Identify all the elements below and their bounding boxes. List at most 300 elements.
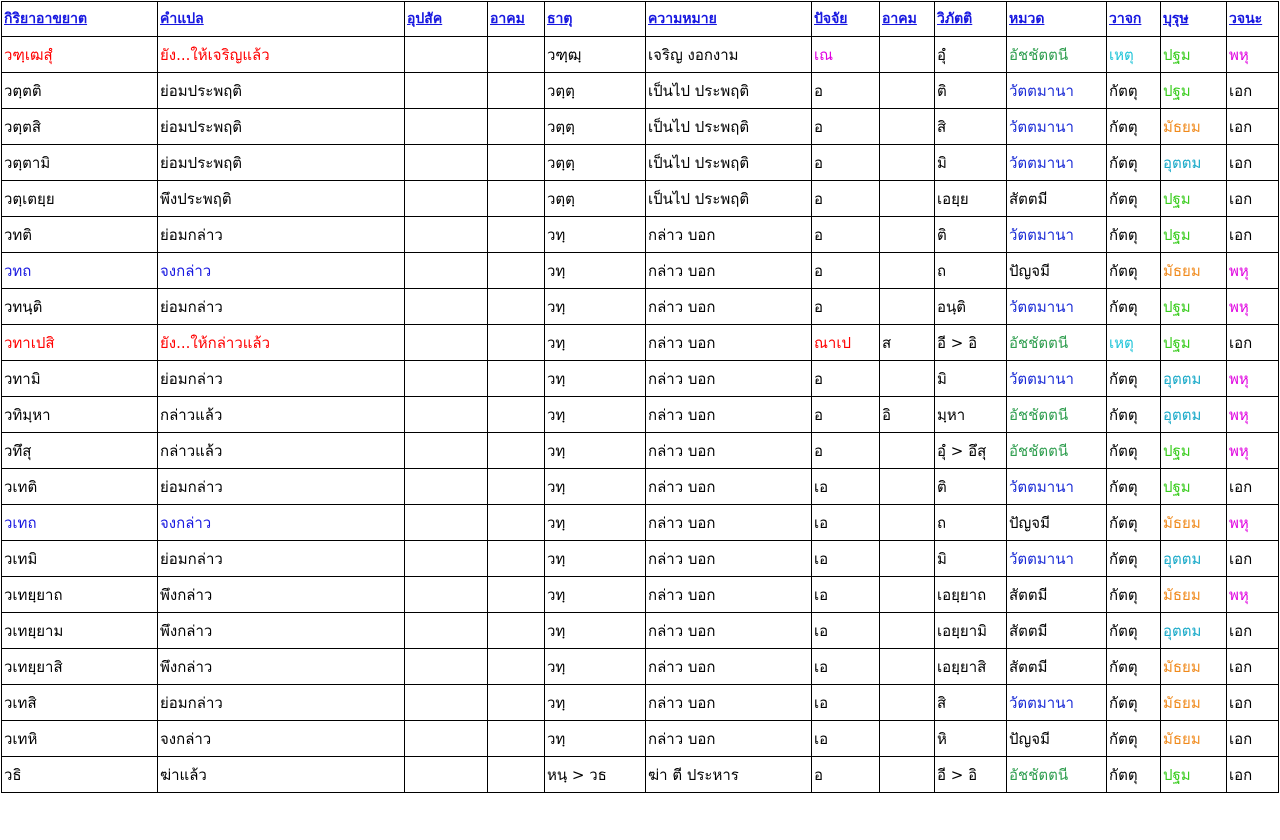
meaning-cell: กล่าว บอก — [646, 505, 812, 541]
ending-cell: มิ — [935, 361, 1007, 397]
table-row — [2, 289, 1279, 325]
meaning-cell: กล่าว บอก — [646, 217, 812, 253]
translation-cell: จงกล่าว — [158, 505, 405, 541]
translation-cell: ย่อมกล่าว — [158, 469, 405, 505]
tense-cell: วัตตมานา — [1007, 361, 1107, 397]
prefix-cell — [405, 145, 488, 181]
number-cell: เอก — [1227, 73, 1279, 109]
ending-cell: เอยฺย — [935, 181, 1007, 217]
augment-cell — [488, 181, 545, 217]
tense-cell: วัตตมานา — [1007, 289, 1107, 325]
person-cell: อุตตม — [1161, 361, 1227, 397]
prefix-cell — [405, 73, 488, 109]
number-cell: เอก — [1227, 145, 1279, 181]
translation-cell: กล่าวแล้ว — [158, 397, 405, 433]
meaning-cell: กล่าว บอก — [646, 541, 812, 577]
root-cell: วทฺ — [545, 577, 646, 613]
meaning-cell: กล่าว บอก — [646, 613, 812, 649]
tense-cell: วัตตมานา — [1007, 541, 1107, 577]
table-row — [2, 361, 1279, 397]
tense-cell: ปัญจมี — [1007, 721, 1107, 757]
voice-cell: เหตุ — [1107, 37, 1161, 73]
ending-cell: ถ — [935, 505, 1007, 541]
meaning-cell: กล่าว บอก — [646, 289, 812, 325]
number-cell: เอก — [1227, 541, 1279, 577]
voice-cell: กัตตุ — [1107, 109, 1161, 145]
translation-cell: พึงกล่าว — [158, 649, 405, 685]
prefix-cell — [405, 109, 488, 145]
ending-cell: อี > อิ — [935, 325, 1007, 361]
voice-cell: กัตตุ — [1107, 613, 1161, 649]
root-cell: วทฺ — [545, 361, 646, 397]
voice-cell: กัตตุ — [1107, 757, 1161, 793]
ending-cell: ติ — [935, 217, 1007, 253]
ending-cell: อุํ > อึสุ — [935, 433, 1007, 469]
augment-cell — [488, 397, 545, 433]
ending-cell: สิ — [935, 109, 1007, 145]
tense-cell: สัตตมี — [1007, 613, 1107, 649]
prefix-cell — [405, 181, 488, 217]
verb-cell: วฑฺเฒสุํ — [2, 37, 158, 73]
header-cell: วาจก — [1107, 2, 1161, 37]
translation-cell: ย่อมกล่าว — [158, 289, 405, 325]
table-row — [2, 685, 1279, 721]
prefix-cell — [405, 289, 488, 325]
number-cell: พหุ — [1227, 361, 1279, 397]
ending-cell: สิ — [935, 685, 1007, 721]
prefix-cell — [405, 469, 488, 505]
suffix-cell: เอ — [812, 505, 880, 541]
verb-cell: วทึสุ — [2, 433, 158, 469]
ending-cell: ถ — [935, 253, 1007, 289]
verb-cell: วเทหิ — [2, 721, 158, 757]
verb-cell: วเทยฺยาถ — [2, 577, 158, 613]
table-row — [2, 217, 1279, 253]
root-cell: วทฺ — [545, 289, 646, 325]
prefix-cell — [405, 721, 488, 757]
suffix-cell: อ — [812, 109, 880, 145]
header-row — [2, 2, 1279, 37]
root-cell: วตฺตฺ — [545, 109, 646, 145]
number-cell: พหุ — [1227, 289, 1279, 325]
voice-cell: กัตตุ — [1107, 505, 1161, 541]
suffix-cell: อ — [812, 253, 880, 289]
translation-cell: ย่อมกล่าว — [158, 361, 405, 397]
ending-cell: เอยฺยาสิ — [935, 649, 1007, 685]
translation-cell: ยัง...ให้เจริญแล้ว — [158, 37, 405, 73]
translation-cell: ย่อมประพฤติ — [158, 109, 405, 145]
voice-cell: กัตตุ — [1107, 541, 1161, 577]
meaning-cell: กล่าว บอก — [646, 433, 812, 469]
number-cell: เอก — [1227, 721, 1279, 757]
person-cell: มัธยม — [1161, 505, 1227, 541]
augment-cell — [488, 613, 545, 649]
number-cell: พหุ — [1227, 577, 1279, 613]
root-cell: วทฺ — [545, 433, 646, 469]
ending-cell: เอยฺยามิ — [935, 613, 1007, 649]
number-cell: พหุ — [1227, 37, 1279, 73]
root-cell: วทฺ — [545, 397, 646, 433]
translation-cell: ยัง...ให้กล่าวแล้ว — [158, 325, 405, 361]
augment-cell — [488, 253, 545, 289]
header-cell: หมวด — [1007, 2, 1107, 37]
person-cell: ปฐม — [1161, 217, 1227, 253]
translation-cell: จงกล่าว — [158, 253, 405, 289]
ending-cell: เอยฺยาถ — [935, 577, 1007, 613]
prefix-cell — [405, 505, 488, 541]
table-row — [2, 73, 1279, 109]
number-cell: เอก — [1227, 757, 1279, 793]
translation-cell: ย่อมกล่าว — [158, 217, 405, 253]
voice-cell: เหตุ — [1107, 325, 1161, 361]
augment2-cell — [880, 649, 935, 685]
root-cell: วตฺตฺ — [545, 73, 646, 109]
number-cell: เอก — [1227, 613, 1279, 649]
root-cell: วทฺ — [545, 325, 646, 361]
verb-cell: วเทถ — [2, 505, 158, 541]
person-cell: ปฐม — [1161, 433, 1227, 469]
tense-cell: สัตตมี — [1007, 649, 1107, 685]
person-cell: มัธยม — [1161, 721, 1227, 757]
table-row — [2, 541, 1279, 577]
augment-cell — [488, 649, 545, 685]
ending-cell: มฺหา — [935, 397, 1007, 433]
header-cell: วจนะ — [1227, 2, 1279, 37]
number-cell: เอก — [1227, 109, 1279, 145]
augment2-cell — [880, 469, 935, 505]
augment-cell — [488, 685, 545, 721]
prefix-cell — [405, 37, 488, 73]
header-cell: กิริยาอาขยาต — [2, 2, 158, 37]
meaning-cell: กล่าว บอก — [646, 721, 812, 757]
tense-cell: สัตตมี — [1007, 181, 1107, 217]
translation-cell: ย่อมประพฤติ — [158, 145, 405, 181]
augment2-cell — [880, 73, 935, 109]
augment2-cell: ส — [880, 325, 935, 361]
tense-cell: วัตตมานา — [1007, 217, 1107, 253]
root-cell: หนฺ > วธ — [545, 757, 646, 793]
voice-cell: กัตตุ — [1107, 361, 1161, 397]
verb-cell: วตฺตสิ — [2, 109, 158, 145]
ending-cell: ติ — [935, 73, 1007, 109]
person-cell: อุตตม — [1161, 397, 1227, 433]
verb-cell: วทถ — [2, 253, 158, 289]
header-cell: ปัจจัย — [812, 2, 880, 37]
table-row — [2, 505, 1279, 541]
suffix-cell: อ — [812, 397, 880, 433]
translation-cell: พึงกล่าว — [158, 577, 405, 613]
table-row — [2, 433, 1279, 469]
root-cell: วทฺ — [545, 253, 646, 289]
translation-cell: ย่อมกล่าว — [158, 685, 405, 721]
verb-cell: วทามิ — [2, 361, 158, 397]
person-cell: ปฐม — [1161, 289, 1227, 325]
header-cell: บุรุษ — [1161, 2, 1227, 37]
table-row — [2, 37, 1279, 73]
prefix-cell — [405, 577, 488, 613]
prefix-cell — [405, 649, 488, 685]
verb-cell: วทนฺติ — [2, 289, 158, 325]
augment-cell — [488, 505, 545, 541]
augment2-cell — [880, 685, 935, 721]
meaning-cell: เป็นไป ประพฤติ — [646, 145, 812, 181]
root-cell: วทฺ — [545, 613, 646, 649]
tense-cell: วัตตมานา — [1007, 685, 1107, 721]
translation-cell: ฆ่าแล้ว — [158, 757, 405, 793]
table-row — [2, 397, 1279, 433]
tense-cell: อัชชัตตนี — [1007, 433, 1107, 469]
voice-cell: กัตตุ — [1107, 577, 1161, 613]
prefix-cell — [405, 685, 488, 721]
suffix-cell: อ — [812, 361, 880, 397]
table-row — [2, 757, 1279, 793]
voice-cell: กัตตุ — [1107, 649, 1161, 685]
root-cell: วทฺ — [545, 469, 646, 505]
root-cell: วตฺตฺ — [545, 145, 646, 181]
suffix-cell: ณาเป — [812, 325, 880, 361]
root-cell: วทฺ — [545, 541, 646, 577]
meaning-cell: กล่าว บอก — [646, 469, 812, 505]
table-row — [2, 181, 1279, 217]
root-cell: วฑฺฒฺ — [545, 37, 646, 73]
augment-cell — [488, 73, 545, 109]
number-cell: พหุ — [1227, 253, 1279, 289]
suffix-cell: อ — [812, 757, 880, 793]
augment2-cell — [880, 721, 935, 757]
prefix-cell — [405, 397, 488, 433]
augment-cell — [488, 469, 545, 505]
translation-cell: พึงกล่าว — [158, 613, 405, 649]
tense-cell: สัตตมี — [1007, 577, 1107, 613]
verb-cell: วเทมิ — [2, 541, 158, 577]
verb-cell: วตฺตติ — [2, 73, 158, 109]
suffix-cell: เอ — [812, 613, 880, 649]
prefix-cell — [405, 613, 488, 649]
header-cell: อุปสัค — [405, 2, 488, 37]
augment-cell — [488, 217, 545, 253]
augment-cell — [488, 325, 545, 361]
number-cell: พหุ — [1227, 397, 1279, 433]
tense-cell: วัตตมานา — [1007, 109, 1107, 145]
augment2-cell: อิ — [880, 397, 935, 433]
suffix-cell: เอ — [812, 577, 880, 613]
verb-cell: วทาเปสิ — [2, 325, 158, 361]
suffix-cell: เอ — [812, 541, 880, 577]
verb-cell: วตฺตามิ — [2, 145, 158, 181]
person-cell: มัธยม — [1161, 685, 1227, 721]
table-row — [2, 721, 1279, 757]
number-cell: เอก — [1227, 469, 1279, 505]
voice-cell: กัตตุ — [1107, 433, 1161, 469]
voice-cell: กัตตุ — [1107, 217, 1161, 253]
suffix-cell: อ — [812, 289, 880, 325]
number-cell: เอก — [1227, 325, 1279, 361]
augment2-cell — [880, 37, 935, 73]
meaning-cell: ฆ่า ตี ประหาร — [646, 757, 812, 793]
suffix-cell: อ — [812, 217, 880, 253]
tense-cell: วัตตมานา — [1007, 469, 1107, 505]
verb-cell: วตฺเตยฺย — [2, 181, 158, 217]
person-cell: อุตตม — [1161, 145, 1227, 181]
header-cell: คำแปล — [158, 2, 405, 37]
tense-cell: ปัญจมี — [1007, 505, 1107, 541]
augment-cell — [488, 145, 545, 181]
augment2-cell — [880, 577, 935, 613]
translation-cell: พึงประพฤติ — [158, 181, 405, 217]
prefix-cell — [405, 757, 488, 793]
tense-cell: ปัญจมี — [1007, 253, 1107, 289]
header-cell: อาคม — [488, 2, 545, 37]
number-cell: พหุ — [1227, 433, 1279, 469]
augment-cell — [488, 721, 545, 757]
person-cell: มัธยม — [1161, 649, 1227, 685]
voice-cell: กัตตุ — [1107, 145, 1161, 181]
voice-cell: กัตตุ — [1107, 397, 1161, 433]
tense-cell: อัชชัตตนี — [1007, 37, 1107, 73]
ending-cell: อี > อิ — [935, 757, 1007, 793]
suffix-cell: อ — [812, 433, 880, 469]
number-cell: พหุ — [1227, 505, 1279, 541]
header-cell: อาคม — [880, 2, 935, 37]
verb-cell: วเทติ — [2, 469, 158, 505]
person-cell: อุตตม — [1161, 613, 1227, 649]
root-cell: วทฺ — [545, 649, 646, 685]
person-cell: ปฐม — [1161, 325, 1227, 361]
augment-cell — [488, 757, 545, 793]
voice-cell: กัตตุ — [1107, 721, 1161, 757]
augment2-cell — [880, 289, 935, 325]
table-row — [2, 109, 1279, 145]
person-cell: มัธยม — [1161, 109, 1227, 145]
prefix-cell — [405, 217, 488, 253]
verb-conjugation-table — [1, 1, 1279, 793]
augment-cell — [488, 541, 545, 577]
root-cell: วตฺตฺ — [545, 181, 646, 217]
root-cell: วทฺ — [545, 505, 646, 541]
augment2-cell — [880, 217, 935, 253]
header-cell: ธาตุ — [545, 2, 646, 37]
meaning-cell: เป็นไป ประพฤติ — [646, 73, 812, 109]
table-row — [2, 145, 1279, 181]
person-cell: ปฐม — [1161, 73, 1227, 109]
person-cell: มัธยม — [1161, 577, 1227, 613]
tense-cell: วัตตมานา — [1007, 73, 1107, 109]
prefix-cell — [405, 253, 488, 289]
tense-cell: วัตตมานา — [1007, 145, 1107, 181]
voice-cell: กัตตุ — [1107, 181, 1161, 217]
meaning-cell: เป็นไป ประพฤติ — [646, 181, 812, 217]
ending-cell: มิ — [935, 145, 1007, 181]
tense-cell: อัชชัตตนี — [1007, 397, 1107, 433]
prefix-cell — [405, 541, 488, 577]
suffix-cell: เอ — [812, 469, 880, 505]
meaning-cell: กล่าว บอก — [646, 685, 812, 721]
verb-cell: วเทสิ — [2, 685, 158, 721]
suffix-cell: อ — [812, 73, 880, 109]
person-cell: ปฐม — [1161, 181, 1227, 217]
voice-cell: กัตตุ — [1107, 469, 1161, 505]
voice-cell: กัตตุ — [1107, 289, 1161, 325]
prefix-cell — [405, 433, 488, 469]
augment-cell — [488, 37, 545, 73]
translation-cell: จงกล่าว — [158, 721, 405, 757]
person-cell: อุตตม — [1161, 541, 1227, 577]
augment-cell — [488, 577, 545, 613]
meaning-cell: กล่าว บอก — [646, 577, 812, 613]
augment-cell — [488, 361, 545, 397]
tense-cell: อัชชัตตนี — [1007, 757, 1107, 793]
suffix-cell: เอ — [812, 721, 880, 757]
person-cell: ปฐม — [1161, 757, 1227, 793]
ending-cell: อุํ — [935, 37, 1007, 73]
augment2-cell — [880, 109, 935, 145]
meaning-cell: เป็นไป ประพฤติ — [646, 109, 812, 145]
augment2-cell — [880, 505, 935, 541]
number-cell: เอก — [1227, 649, 1279, 685]
header-cell: วิภัตติ — [935, 2, 1007, 37]
augment-cell — [488, 289, 545, 325]
suffix-cell: อ — [812, 181, 880, 217]
augment2-cell — [880, 361, 935, 397]
ending-cell: ติ — [935, 469, 1007, 505]
prefix-cell — [405, 361, 488, 397]
verb-cell: วทติ — [2, 217, 158, 253]
verb-cell: วทิมฺหา — [2, 397, 158, 433]
meaning-cell: กล่าว บอก — [646, 253, 812, 289]
meaning-cell: เจริญ งอกงาม — [646, 37, 812, 73]
verb-cell: วเทยฺยาม — [2, 613, 158, 649]
table-row — [2, 469, 1279, 505]
ending-cell: อนฺติ — [935, 289, 1007, 325]
augment-cell — [488, 109, 545, 145]
suffix-cell: อ — [812, 145, 880, 181]
ending-cell: หิ — [935, 721, 1007, 757]
verb-cell: วธิ — [2, 757, 158, 793]
prefix-cell — [405, 325, 488, 361]
tense-cell: อัชชัตตนี — [1007, 325, 1107, 361]
augment2-cell — [880, 541, 935, 577]
person-cell: ปฐม — [1161, 469, 1227, 505]
suffix-cell: เณ — [812, 37, 880, 73]
translation-cell: ย่อมประพฤติ — [158, 73, 405, 109]
ending-cell: มิ — [935, 541, 1007, 577]
table-row — [2, 325, 1279, 361]
augment2-cell — [880, 757, 935, 793]
root-cell: วทฺ — [545, 721, 646, 757]
augment2-cell — [880, 145, 935, 181]
header-cell: ความหมาย — [646, 2, 812, 37]
number-cell: เอก — [1227, 685, 1279, 721]
meaning-cell: กล่าว บอก — [646, 361, 812, 397]
voice-cell: กัตตุ — [1107, 253, 1161, 289]
meaning-cell: กล่าว บอก — [646, 397, 812, 433]
person-cell: มัธยม — [1161, 253, 1227, 289]
table-row — [2, 253, 1279, 289]
augment2-cell — [880, 181, 935, 217]
augment-cell — [488, 433, 545, 469]
root-cell: วทฺ — [545, 685, 646, 721]
suffix-cell: เอ — [812, 649, 880, 685]
suffix-cell: เอ — [812, 685, 880, 721]
number-cell: เอก — [1227, 217, 1279, 253]
meaning-cell: กล่าว บอก — [646, 325, 812, 361]
translation-cell: ย่อมกล่าว — [158, 541, 405, 577]
translation-cell: กล่าวแล้ว — [158, 433, 405, 469]
person-cell: ปฐม — [1161, 37, 1227, 73]
verb-cell: วเทยฺยาสิ — [2, 649, 158, 685]
voice-cell: กัตตุ — [1107, 685, 1161, 721]
augment2-cell — [880, 433, 935, 469]
